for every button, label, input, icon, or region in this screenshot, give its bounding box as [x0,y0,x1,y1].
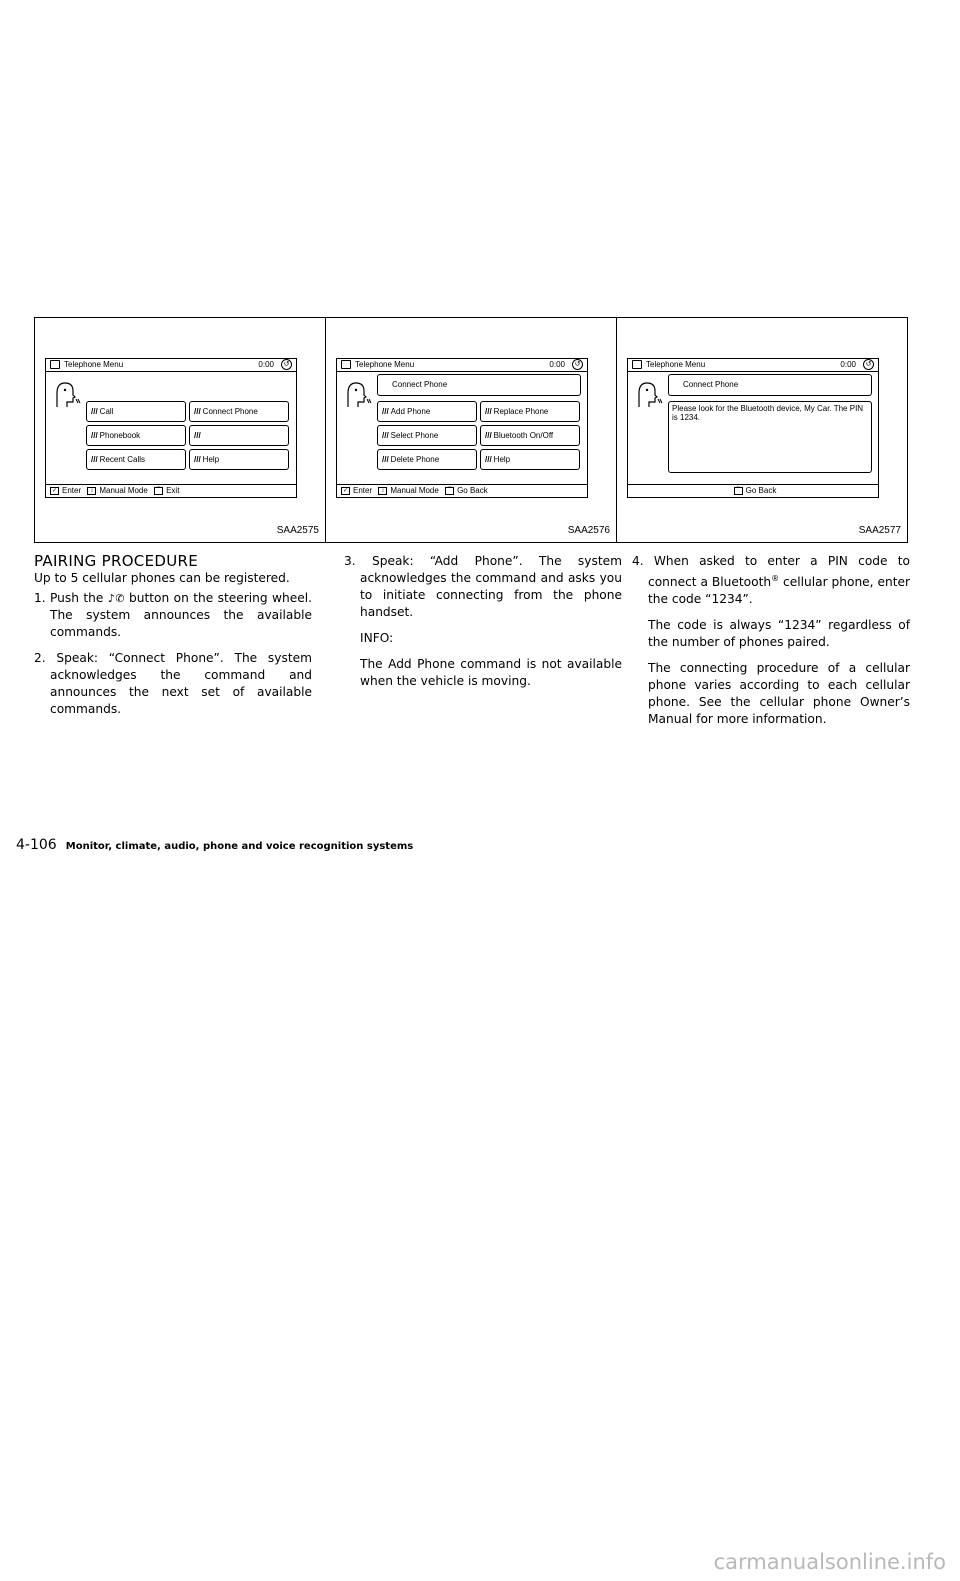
page-number: 4-106 [16,837,57,853]
section-title: PAIRING PROCEDURE [34,552,198,570]
recent-calls-button[interactable]: /// Recent Calls [86,449,186,470]
delete-phone-button[interactable]: /// Delete Phone [377,449,477,470]
step-1: 1. Push the ♪✆ button on the steering wheel. The system announces the available commands. [34,591,313,639]
steering-phone-button-icon: ♪✆ [107,592,125,605]
help-button[interactable]: /// Help [189,449,289,470]
screen-title: Telephone Menu [646,360,706,369]
manual-mode-label: Manual Mode [99,486,148,495]
back-icon: ↺ [281,359,292,370]
screen-pin-message [627,358,879,498]
phone-icon [50,360,60,369]
screen-title: Telephone Menu [64,360,124,369]
call-button[interactable]: /// Call [86,401,186,422]
text-column-1 [34,553,312,727]
back-icon: ↺ [863,359,874,370]
figure-pin-message [616,317,908,543]
go-back-icon: ⌒ [735,487,742,494]
figure-code: SAA2576 [567,525,610,536]
intro-text: Up to 5 cellular phones can be registered. [34,571,290,585]
go-back-label: Go Back [745,486,777,495]
enter-icon: ✓ [342,487,349,494]
bluetooth-toggle-button[interactable]: /// Bluetooth On/Off [480,425,580,446]
text-column-2 [344,553,622,699]
screen-time: 0:00 [258,360,274,369]
exit-icon: ⌒ [155,487,162,494]
connect-phone-header-box: Connect Phone [668,374,872,396]
step-3-info-label: INFO: [360,631,394,645]
screen-footer [628,484,878,497]
phone-icon [632,360,642,369]
enter-icon: ✓ [51,487,58,494]
watermark: carmanualsonline.info [713,1550,946,1574]
help-button[interactable]: /// Help [480,449,580,470]
step-4: 4. When asked to enter a PIN code to connect a Bluetooth® cellular phone, enter the code “1234”. [632,554,910,607]
replace-phone-button[interactable]: /// Replace Phone [480,401,580,422]
voice-face-icon [635,379,663,409]
manual-mode-icon: ↕ [87,487,96,495]
page-footer [16,834,413,853]
figure-telephone-menu [34,317,326,543]
manual-mode-icon: ↕ [378,487,387,495]
enter-label: Enter [353,486,373,495]
figure-code: SAA2575 [276,525,319,536]
add-phone-button[interactable]: /// Add Phone [377,401,477,422]
exit-label: Exit [166,486,180,495]
step-3-info: The Add Phone command is not available when the vehicle is moving. [360,657,622,688]
screen-connect-phone [336,358,588,498]
phonebook-button[interactable]: /// Phonebook [86,425,186,446]
back-icon: ↺ [572,359,583,370]
step-4-note-1: The code is always “1234” regardless of the number of phones paired. [648,618,910,650]
text-column-3 [632,553,910,737]
step-4-note-2: The connecting procedure of a cellular phone varies according to each cellular phone. See the cellular phone Owner’s Manual for more information. [648,661,910,727]
screen-header [46,359,296,372]
figure-code: SAA2577 [858,525,901,536]
screen-footer [337,484,587,497]
screen-time: 0:00 [840,360,856,369]
pin-message-box: Please look for the Bluetooth device, My Car. The PIN is 1234. [668,401,872,473]
section-name: Monitor, climate, audio, phone and voice recognition systems [65,841,414,852]
go-back-icon: ⌒ [446,487,453,494]
screen-header [628,359,878,372]
voice-face-icon [344,379,372,409]
go-back-label: Go Back [457,486,488,495]
screen-header [337,359,587,372]
figure-connect-phone-menu [325,317,617,543]
select-phone-button[interactable]: /// Select Phone [377,425,477,446]
connect-phone-button[interactable]: /// Connect Phone [189,401,289,422]
screen-telephone-menu [45,358,297,498]
voice-face-icon [53,379,81,409]
manual-mode-label: Manual Mode [390,486,439,495]
screen-title: Telephone Menu [355,360,415,369]
step-3: 3. Speak: “Add Phone”. The system acknowledges the command and asks you to initiate connecting from the phone handset. [344,554,622,619]
enter-label: Enter [62,486,82,495]
phone-icon [341,360,351,369]
connect-phone-header-box: Connect Phone [377,374,581,396]
screen-footer [46,484,296,497]
step-2: 2. Speak: “Connect Phone”. The system acknowledges the command and announces the next set of available commands. [34,651,312,716]
screen-time: 0:00 [549,360,565,369]
blank-button[interactable]: /// [189,425,289,446]
